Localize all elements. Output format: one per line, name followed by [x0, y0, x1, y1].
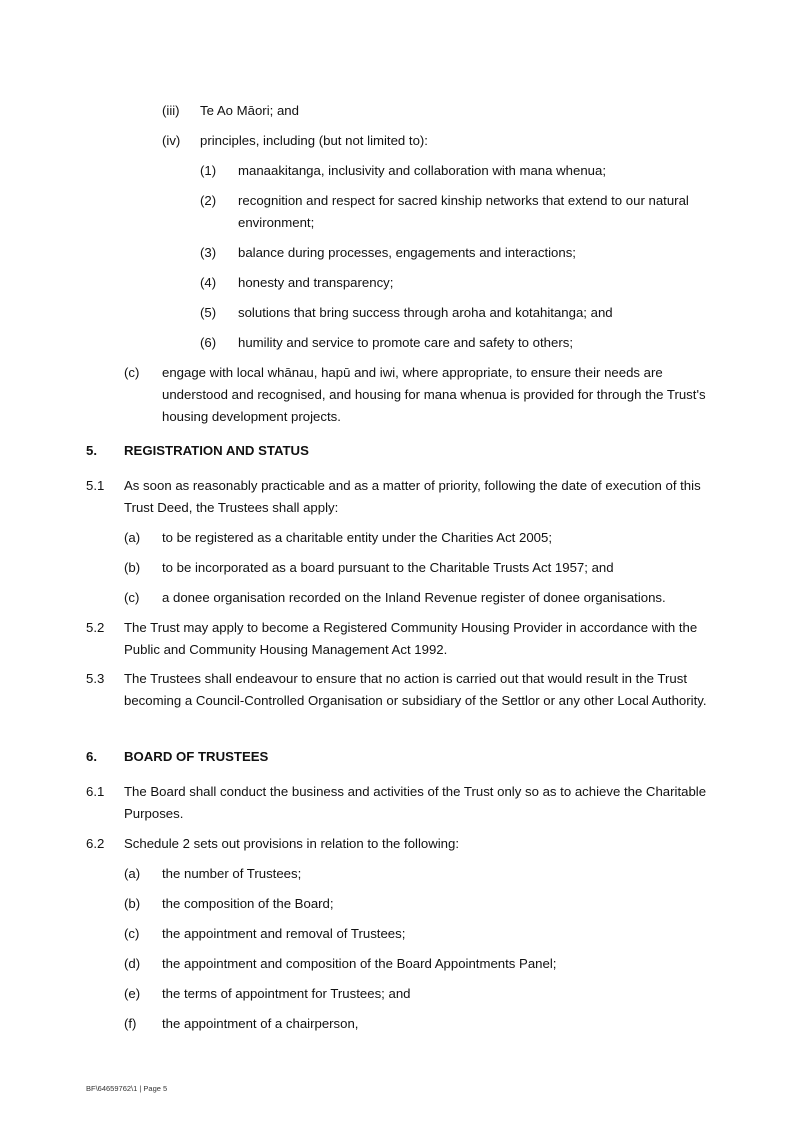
section-title: REGISTRATION AND STATUS: [124, 443, 309, 458]
item-number: (a): [124, 530, 141, 545]
item-text: principles, including (but not limited to):: [200, 133, 428, 148]
page-footer: BF\64659762\1 | Page 5: [86, 1084, 168, 1093]
clause-text: The Trust may apply to become a Registered Community Housing Provider in accordance with the Public and Community Housing Management Act 1992.: [124, 620, 698, 657]
clause-number: 5.3: [86, 671, 105, 686]
item-text: the appointment and composition of the Board Appointments Panel;: [162, 956, 557, 971]
item-number: (c): [124, 590, 140, 605]
item-number: (b): [124, 560, 141, 575]
item-number: (3): [200, 245, 217, 260]
item-number: (4): [200, 275, 217, 290]
item-number: (6): [200, 335, 217, 350]
section-number: 6.: [86, 749, 97, 764]
item-text: the appointment and removal of Trustees;: [162, 926, 406, 941]
item-text: honesty and transparency;: [238, 275, 394, 290]
clause-number: 5.2: [86, 620, 105, 635]
item-text: the composition of the Board;: [162, 896, 334, 911]
clause-text: Schedule 2 sets out provisions in relation to the following:: [124, 836, 460, 851]
clause-text: The Board shall conduct the business and activities of the Trust only so as to achieve the Charitable Purposes.: [124, 784, 707, 821]
section-title: BOARD OF TRUSTEES: [124, 749, 269, 764]
item-number: (5): [200, 305, 217, 320]
clause-number: 6.1: [86, 784, 105, 799]
item-text: recognition and respect for sacred kinship networks that extend to our natural environment;: [238, 193, 689, 230]
item-number: (c): [124, 365, 140, 380]
clause-text: The Trustees shall endeavour to ensure that no action is carried out that would result in the Trust becoming a Council-Controlled Organisation or subsidiary of the Settlor or any other Local Authority.: [124, 671, 707, 708]
item-text: to be registered as a charitable entity under the Charities Act 2005;: [162, 530, 552, 545]
item-text: the number of Trustees;: [162, 866, 302, 881]
item-text: engage with local whānau, hapū and iwi, where appropriate, to ensure their needs are understood and recognised, and housing for mana whenua is provided for through the Trust's housing development projects.: [162, 365, 706, 424]
item-text: Te Ao Māori; and: [200, 103, 299, 118]
item-number: (d): [124, 956, 141, 971]
item-number: (iv): [162, 133, 181, 148]
item-text: balance during processes, engagements and interactions;: [238, 245, 576, 260]
item-text: humility and service to promote care and safety to others;: [238, 335, 573, 350]
clause-text: As soon as reasonably practicable and as a matter of priority, following the date of execution of this Trust Deed, the Trustees shall apply:: [124, 478, 701, 515]
item-text: a donee organisation recorded on the Inland Revenue register of donee organisations.: [162, 590, 666, 605]
item-number: (a): [124, 866, 141, 881]
item-number: (c): [124, 926, 140, 941]
clause-number: 5.1: [86, 478, 105, 493]
item-number: (e): [124, 986, 141, 1001]
item-number: (2): [200, 193, 217, 208]
item-number: (1): [200, 163, 217, 178]
item-text: solutions that bring success through aroha and kotahitanga; and: [238, 305, 613, 320]
item-text: the appointment of a chairperson,: [162, 1016, 359, 1031]
section-number: 5.: [86, 443, 97, 458]
item-text: the terms of appointment for Trustees; and: [162, 986, 411, 1001]
item-number: (f): [124, 1016, 137, 1031]
item-text: manaakitanga, inclusivity and collaboration with mana whenua;: [238, 163, 607, 178]
clause-number: 6.2: [86, 836, 105, 851]
item-number: (b): [124, 896, 141, 911]
item-text: to be incorporated as a board pursuant to the Charitable Trusts Act 1957; and: [162, 560, 614, 575]
item-number: (iii): [162, 103, 180, 118]
